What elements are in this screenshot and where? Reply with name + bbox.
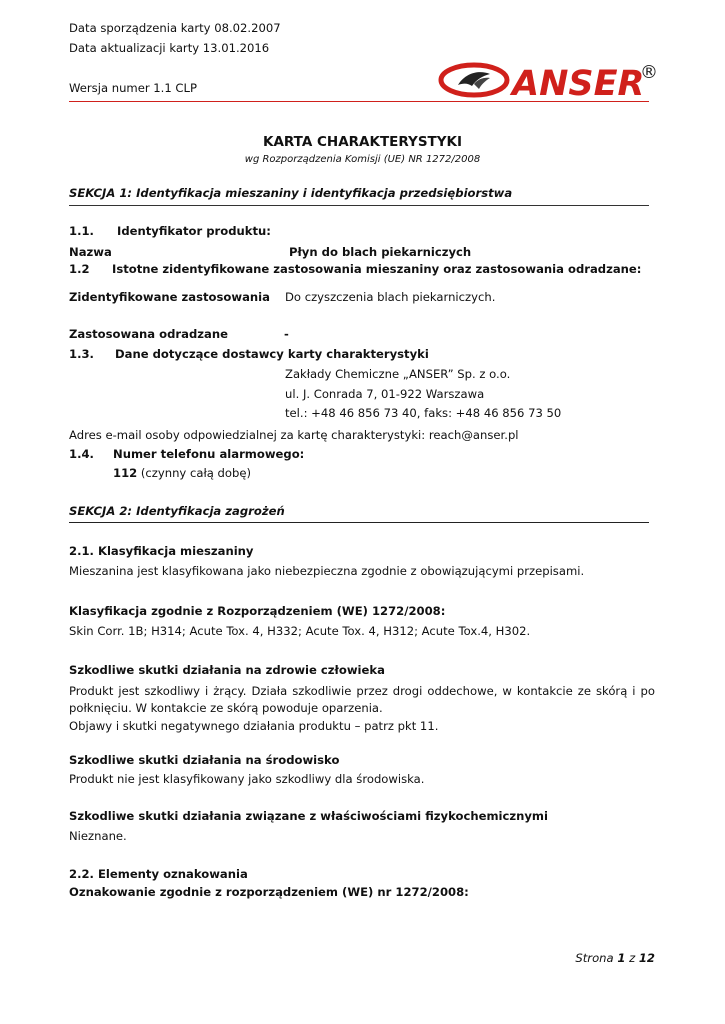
environment-effects-title: Szkodliwe skutki działania na środowisko bbox=[69, 753, 340, 767]
page-number bbox=[575, 951, 655, 965]
section2-heading: SEKCJA 2: Identyfikacja zagrożeń bbox=[69, 504, 285, 518]
classification-title: Klasyfikacja zgodnie z Rozporządzeniem (WE) 1272/2008: bbox=[69, 604, 446, 618]
s11-title: Identyfikator produktu: bbox=[117, 224, 271, 238]
s14-number: 1.4. bbox=[69, 447, 94, 461]
health-effects-title: Szkodliwe skutki działania na zdrowie człowieka bbox=[69, 663, 385, 677]
logo-text: ANSER bbox=[512, 64, 645, 102]
update-date: Data aktualizacji karty 13.01.2016 bbox=[69, 41, 270, 55]
section1-divider bbox=[69, 205, 649, 206]
physchem-effects-text: Nieznane. bbox=[69, 829, 127, 843]
emergency-phone bbox=[113, 466, 251, 480]
s13-number: 1.3. bbox=[69, 347, 94, 361]
anser-logo bbox=[436, 58, 658, 102]
s12-title: Istotne zidentyfikowane zastosowania mieszaniny oraz zastosowania odradzane: bbox=[112, 262, 642, 276]
creation-date: Data sporządzenia karty 08.02.2007 bbox=[69, 21, 281, 35]
classification-text: Skin Corr. 1B; H314; Acute Tox. 4, H332; Acute Tox. 4, H312; Acute Tox.4, H302. bbox=[69, 624, 531, 638]
health-effects-line3: Objawy i skutki negatywnego działania produktu – patrz pkt 11. bbox=[69, 719, 439, 733]
environment-effects-text: Produkt nie jest klasyfikowany jako szkodliwy dla środowiska. bbox=[69, 772, 425, 786]
s21-text: Mieszanina jest klasyfikowana jako niebezpieczna zgodnie z obowiązującymi przepisami. bbox=[69, 564, 585, 578]
health-effects-line1: Produkt jest szkodliwy i żrący. Działa szkodliwie przez drogi oddechowe, w kontakcie ze skórą i po bbox=[69, 684, 655, 698]
section2-divider bbox=[69, 522, 649, 523]
document-subtitle: wg Rozporządzenia Komisji (UE) NR 1272/2008 bbox=[244, 154, 481, 165]
page-of: z bbox=[625, 951, 639, 965]
version-number: Wersja numer 1.1 CLP bbox=[69, 81, 197, 95]
supplier-address: ul. J. Conrada 7, 01-922 Warszawa bbox=[285, 387, 485, 401]
emergency-note: (czynny całą dobę) bbox=[137, 466, 252, 480]
emergency-number: 112 bbox=[113, 466, 138, 480]
page-total: 12 bbox=[638, 951, 655, 965]
product-name-value: Płyn do blach piekarniczych bbox=[289, 245, 472, 259]
s22-subtitle: Oznakowanie zgodnie z rozporządzeniem (WE) nr 1272/2008: bbox=[69, 885, 469, 899]
identified-uses-value: Do czyszczenia blach piekarniczych. bbox=[285, 290, 496, 304]
product-name-label: Nazwa bbox=[69, 245, 112, 259]
anser-logo-graphic bbox=[436, 58, 658, 102]
section1-heading: SEKCJA 1: Identyfikacja mieszaniny i identyfikacja przedsiębiorstwa bbox=[69, 186, 513, 200]
physchem-effects-title: Szkodliwe skutki działania związane z właściwościami fizykochemicznymi bbox=[69, 809, 548, 823]
s21-title: 2.1. Klasyfikacja mieszaniny bbox=[69, 544, 254, 558]
registered-mark: ® bbox=[640, 62, 658, 83]
contact-email-line: Adres e-mail osoby odpowiedzialnej za kartę charakterystyki: reach@anser.pl bbox=[69, 428, 519, 442]
health-effects-line2: połknięciu. W kontakcie ze skórą powoduje oparzenia. bbox=[69, 701, 383, 715]
header-divider bbox=[69, 101, 649, 102]
s13-title: Dane dotyczące dostawcy karty charakterystyki bbox=[115, 347, 429, 361]
advised-against-value: - bbox=[284, 327, 289, 341]
supplier-name: Zakłady Chemiczne „ANSER” Sp. z o.o. bbox=[285, 367, 511, 381]
advised-against-label: Zastosowana odradzane bbox=[69, 327, 228, 341]
page-label: Strona bbox=[575, 951, 618, 965]
s11-number: 1.1. bbox=[69, 224, 94, 238]
s12-number: 1.2 bbox=[69, 262, 90, 276]
s22-title: 2.2. Elementy oznakowania bbox=[69, 867, 248, 881]
supplier-phone: tel.: +48 46 856 73 40, faks: +48 46 856 73 50 bbox=[285, 406, 562, 420]
identified-uses-label: Zidentyfikowane zastosowania bbox=[69, 290, 270, 304]
s14-title: Numer telefonu alarmowego: bbox=[113, 447, 305, 461]
page-current: 1 bbox=[617, 951, 626, 965]
document-title: KARTA CHARAKTERYSTYKI bbox=[262, 134, 463, 150]
